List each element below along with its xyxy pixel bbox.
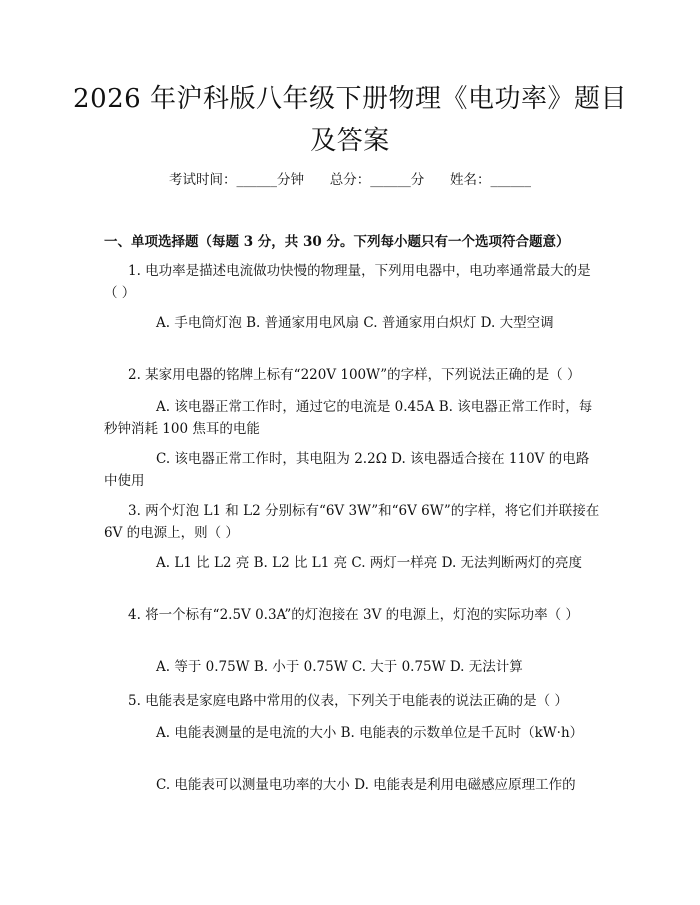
question-1-options: A. 手电筒灯泡 B. 普通家用电风扇 C. 普通家用白炽灯 D. 大型空调 <box>156 315 554 331</box>
question-1-stem: 1. 电功率是描述电流做功快慢的物理量，下列用电器中，电功率通常最大的是（ ） <box>104 263 591 301</box>
question-5-options-row-2: C. 电能表可以测量电功率的大小 D. 电能表是利用电磁感应原理工作的 <box>156 777 576 793</box>
question-3-options: A. L1 比 L2 亮 B. L2 比 L1 亮 C. 两灯一样亮 D. 无法判断两灯的亮度 <box>156 555 583 571</box>
question-2-stem: 2. 某家用电器的铭牌上标有“220V 100W”的字样，下列说法正确的是（ ） <box>128 367 581 383</box>
exam-info-line: 考试时间：______分钟 总分：______分 姓名：______ <box>169 172 531 188</box>
question-4-options: A. 等于 0.75W B. 小于 0.75W C. 大于 0.75W D. 无法计算 <box>156 659 523 675</box>
section-heading-single-choice: 一、单项选择题（每题 3 分，共 30 分。下列每小题只有一个选项符合题意） <box>104 234 570 250</box>
question-4-stem: 4. 将一个标有“2.5V 0.3A”的灯泡接在 3V 的电源上，灯泡的实际功率（ ） <box>128 607 579 623</box>
question-5-stem: 5. 电能表是家庭电路中常用的仪表，下列关于电能表的说法正确的是（ ） <box>128 693 568 709</box>
document-title: 2026 年沪科版八年级下册物理《电功率》题目及答案 <box>73 84 627 156</box>
question-2-options-row-1: A. 该电器正常工作时，通过它的电流是 0.45A B. 该电器正常工作时，每秒钟消耗 100 焦耳的电能 <box>104 399 593 437</box>
question-5-options-row-1: A. 电能表测量的是电流的大小 B. 电能表的示数单位是千瓦时（kW·h） <box>156 725 584 741</box>
question-3-stem: 3. 两个灯泡 L1 和 L2 分别标有“6V 3W”和“6V 6W”的字样，将它们并联接在 6V 的电源上，则（ ） <box>104 503 600 541</box>
question-2-options-row-2: C. 该电器正常工作时，其电阻为 2.2Ω D. 该电器适合接在 110V 的电路中使用 <box>104 451 590 489</box>
